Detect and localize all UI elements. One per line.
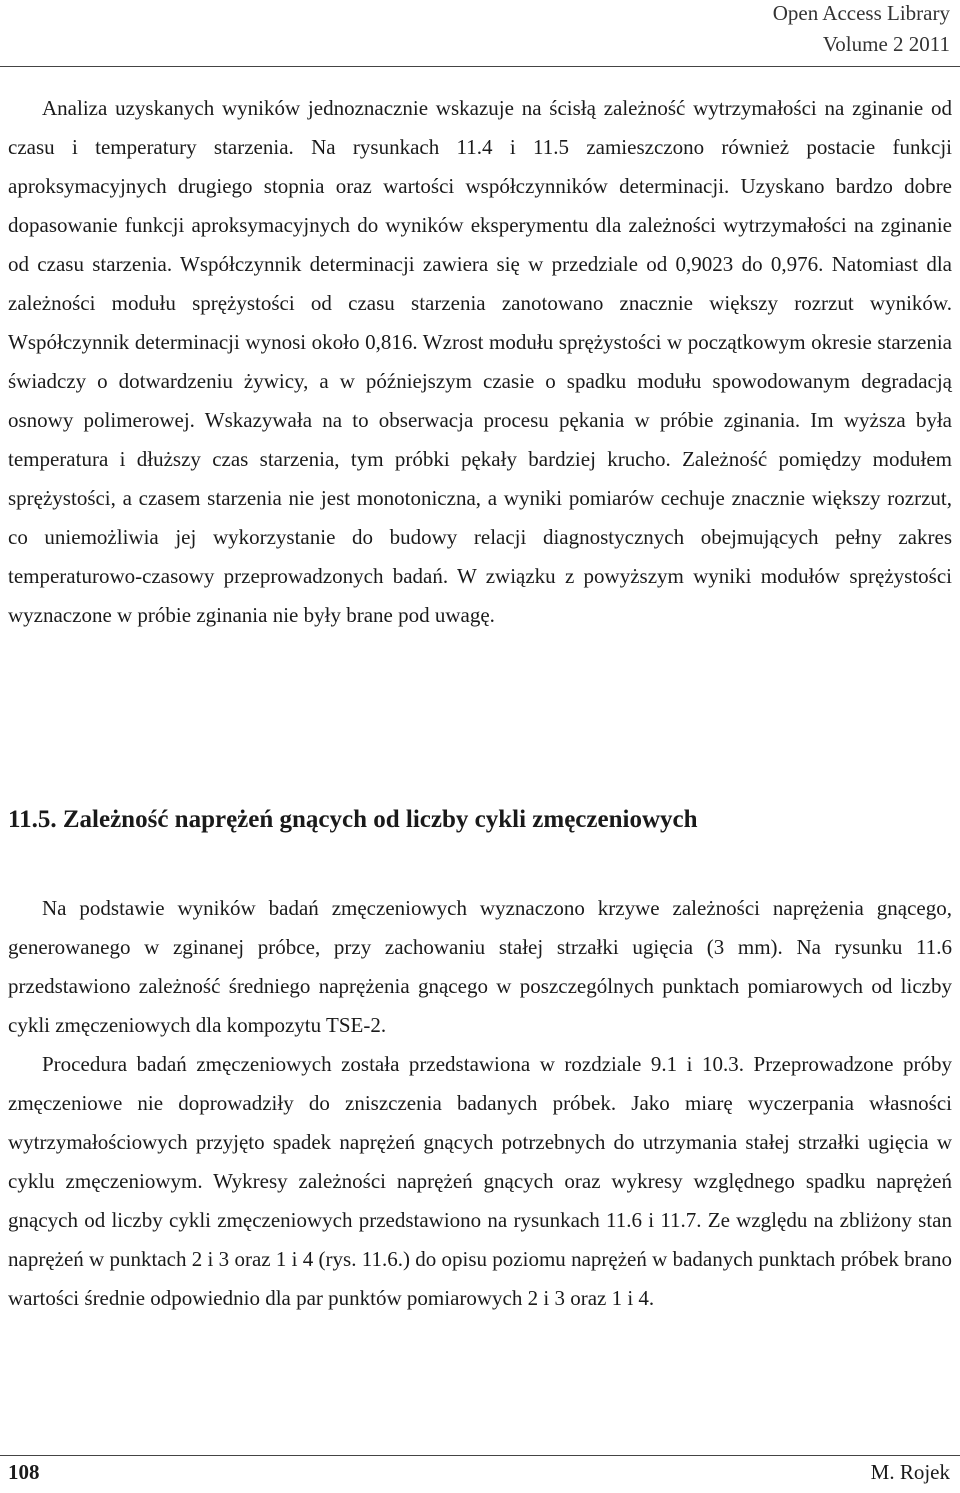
section-heading: 11.5. Zależność naprężeń gnących od liczby cykli zmęczeniowych bbox=[8, 806, 698, 833]
body-block-1 bbox=[8, 89, 952, 635]
paragraph: Na podstawie wyników badań zmęczeniowych wyznaczono krzywe zależności naprężenia gnącego, generowanego w zginanej próbce, przy zachowaniu stałej strzałki ugięcia (3 mm). Na rysunku 11.6 przedstawiono zależność średniego naprężenia gnącego w poszczególnych punktach pomiarowych od liczby cykli zmęczeniowych dla kompozytu TSE-2. bbox=[8, 896, 952, 1037]
paragraph: Procedura badań zmęczeniowych została przedstawiona w rozdziale 9.1 i 10.3. Przeprowadzone próby zmęczeniowe nie doprowadziły do zniszczenia badanych próbek. Jako miarę wyczerpania własności wytrzymałościowych przyjęto spadek naprężeń gnących potrzebnych do utrzymania stałej strzałki ugięcia w cyklu zmęczeniowym. Wykresy zależności naprężeń gnących oraz wykresy względnego spadku naprężeń gnących od liczby cykli zmęczeniowych przedstawiono na rysunkach 11.6 i 11.7. Ze względu na zbliżony stan naprężeń w punktach 2 i 3 oraz 1 i 4 (rys. 11.6.) do opisu poziomu naprężeń w badanych punktach próbek brano wartości średnie odpowiednio dla par punktów pomiarowych 2 i 3 oraz 1 i 4. bbox=[8, 1052, 952, 1310]
author-name: M. Rojek bbox=[870, 1460, 950, 1484]
page-footer bbox=[0, 1455, 960, 1493]
paragraph: Analiza uzyskanych wyników jednoznacznie wskazuje na ścisłą zależność wytrzymałości na zginanie od czasu i temperatury starzenia. Na rysunkach 11.4 i 11.5 zamieszczono również postacie funkcji aproksymacyjnych drugiego stopnia oraz wartości współczynników determinacji. Uzyskano bardzo dobre dopasowanie funkcji aproksymacyjnych do wyników eksperymentu dla zależności wytrzymałości na zginanie od czasu starzenia. Współczynnik determinacji zawiera się w przedziale od 0,9023 do 0,976. Natomiast dla zależności modułu sprężystości od czasu starzenia zanotowano znacznie większy rozrzut wyników. Współczynnik determinacji wynosi około 0,816. Wzrost modułu sprężystości w początkowym okresie starzenia świadczy o dotwardzeniu żywicy, a w późniejszym czasie o spadku modułu spowodowanym degradacją osnowy polimerowej. Wskazywała na to obserwacja procesu pękania w próbie zginania. Im wyższa była temperatura i dłuższy czas starzenia, tym próbki pękały bardziej krucho. Zależność pomiędzy modułem sprężystości, a czasem starzenia nie jest monotoniczna, a wyniki pomiarów cechuje znacznie większy rozrzut, co uniemożliwia jej wykorzystanie do budowy relacji diagnostycznych obejmujących pełny zakres temperaturowo-czasowy przeprowadzonych badań. W związku z powyższym wyniki modułów sprężystości wyznaczone w próbie zginania nie były brane pod uwagę. bbox=[8, 96, 952, 627]
journal-volume: Volume 2 2011 bbox=[822, 32, 950, 56]
page-number: 108 bbox=[8, 1460, 40, 1484]
page-header bbox=[0, 0, 960, 67]
body-block-2 bbox=[8, 889, 952, 1318]
journal-name: Open Access Library bbox=[772, 1, 950, 25]
